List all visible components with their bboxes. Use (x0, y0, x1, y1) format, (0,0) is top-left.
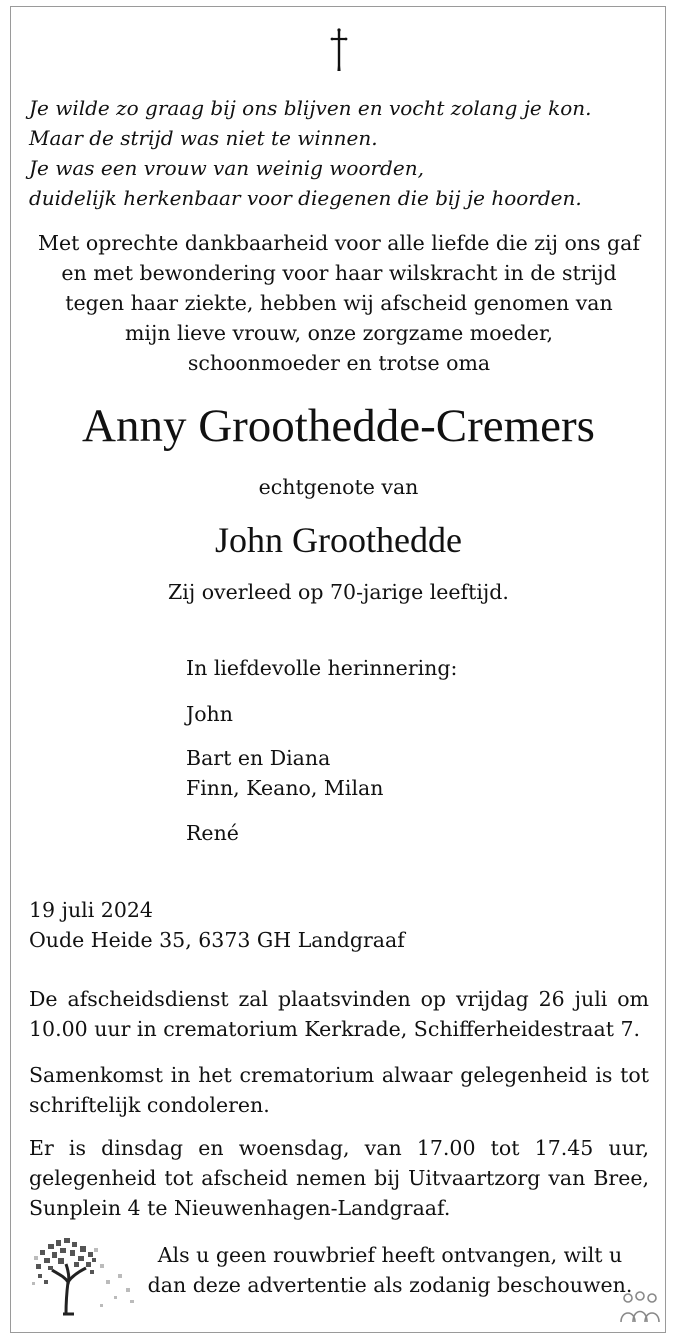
visitation-line: Sunplein 4 te Nieuwenhagen-Landgraaf. (29, 1196, 451, 1220)
deceased-name: Anny Groothedde-Cremers (82, 400, 595, 452)
family-member: Bart en Diana (186, 746, 331, 770)
poem-line: Maar de strijd was niet te winnen. (29, 126, 378, 150)
cross-icon (328, 27, 350, 73)
poem-line: Je was een vrouw van weinig woorden, (29, 156, 424, 180)
visitation-line: gelegenheid tot afscheid nemen bij Uitvaartzorg van Bree, (29, 1166, 649, 1190)
date: 19 juli 2024 (29, 898, 153, 922)
intro-line: Met oprechte dankbaarheid voor alle liefde die zij ons gaf (38, 231, 640, 255)
intro-line: en met bewondering voor haar wilskracht in de strijd (61, 261, 617, 285)
tree-icon (30, 1234, 140, 1316)
age-line: Zij overleed op 70-jarige leeftijd. (168, 580, 509, 604)
visitation-info (29, 1133, 649, 1223)
poem-line: Je wilde zo graag bij ons blijven en vocht zolang je kon. (29, 96, 592, 120)
people-logo-icon (618, 1290, 662, 1324)
gathering-line: schriftelijk condoleren. (29, 1093, 270, 1117)
service-line: De afscheidsdienst zal plaatsvinden op vrijdag 26 juli om (29, 987, 649, 1011)
intro-line: schoonmoeder en trotse oma (187, 351, 491, 375)
gathering-line: Samenkomst in het crematorium alwaar gelegenheid is tot (29, 1063, 649, 1087)
spouse-label: echtgenote van (258, 475, 419, 499)
closing-line: dan deze advertentie als zodanig beschouwen. (147, 1273, 633, 1297)
date-address (29, 895, 649, 955)
visitation-line: Er is dinsdag en woensdag, van 17.00 tot 17.45 uur, (29, 1136, 649, 1160)
family-member: Finn, Keano, Milan (186, 776, 384, 800)
intro-line: tegen haar ziekte, hebben wij afscheid genomen van (65, 291, 613, 315)
poem (29, 93, 649, 213)
poem-line: duidelijk herkenbaar voor diegenen die bij je hoorden. (29, 186, 582, 210)
gathering-info (29, 1060, 649, 1120)
intro-text (20, 228, 658, 378)
closing-line: Als u geen rouwbrief heeft ontvangen, wilt u (157, 1243, 623, 1267)
address: Oude Heide 35, 6373 GH Landgraaf (29, 928, 405, 952)
spouse-name: John Groothedde (215, 520, 462, 560)
family-heading: In liefdevolle herinnering: (186, 656, 458, 680)
family-member: John (186, 702, 233, 726)
closing-note (140, 1240, 640, 1300)
service-info (29, 984, 649, 1044)
family-member: René (186, 821, 239, 845)
service-line: 10.00 uur in crematorium Kerkrade, Schifferheidestraat 7. (29, 1017, 641, 1041)
intro-line: mijn lieve vrouw, onze zorgzame moeder, (124, 321, 554, 345)
